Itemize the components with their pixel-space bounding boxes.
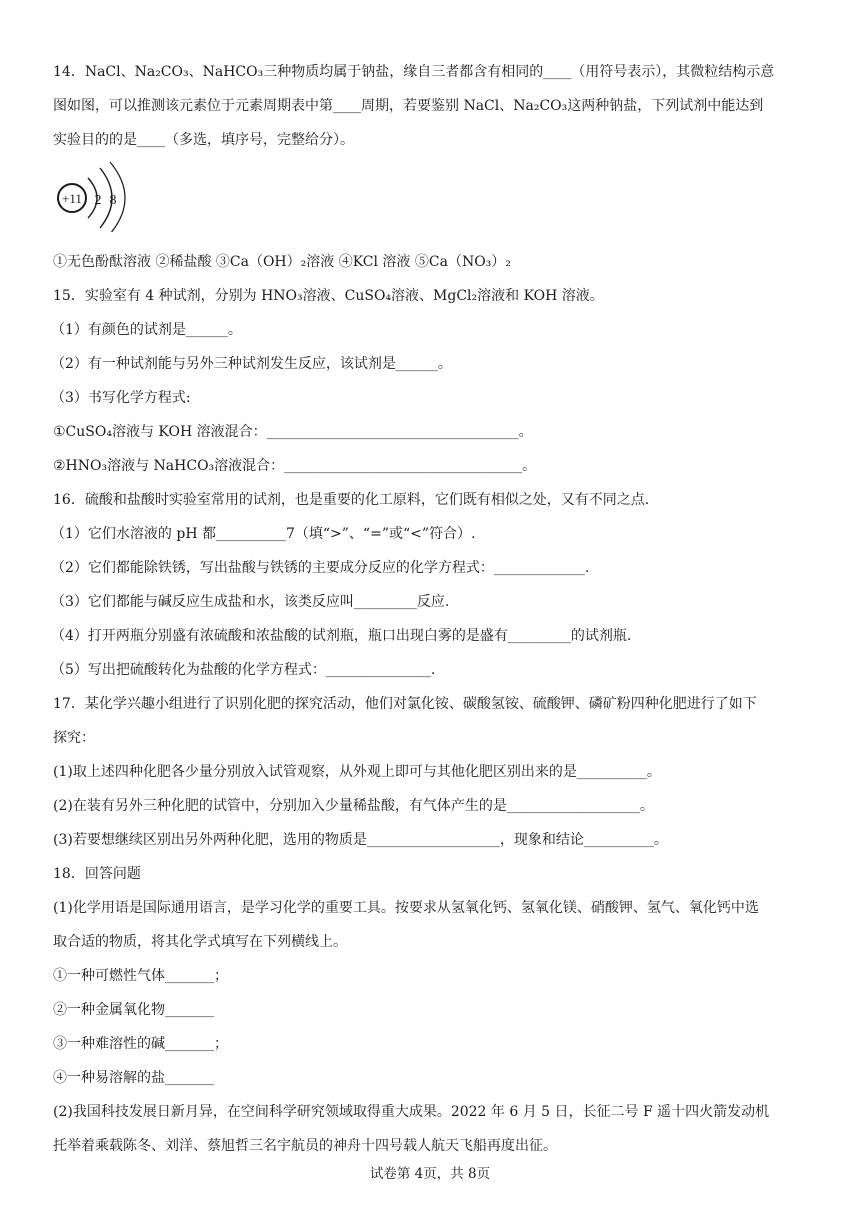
q18-part-2a: (2)我国科技发展日新月异，在空间科学研究领域取得重大成果。2022 年 6 月 5 日，长征二号 F 遥十四火箭发动机 (53, 1104, 770, 1120)
q16-part-1: （1）它们水溶液的 pH 都__________7（填“>”、“=”或“<”符合）. (51, 526, 476, 542)
q16-stem: 16．硫酸和盐酸时实验室常用的试剂，也是重要的化工原料，它们既有相似之处，又有不同之点. (53, 492, 650, 508)
q15-part-3a: ①CuSO₄溶液与 KOH 溶液混合：____________________________________。 (53, 424, 533, 440)
q18-part-1b: 取合适的物质，将其化学式填写在下列横线上。 (53, 934, 347, 950)
q18-part-2b: 托举着乘载陈冬、刘洋、蔡旭哲三名宇航员的神舟十四号载人航天飞船再度出征。 (53, 1138, 557, 1154)
q16-part-3: （3）它们都能与碱反应生成盐和水，该类反应叫_________反应. (51, 594, 450, 610)
q17-stem-1: 17．某化学兴趣小组进行了识别化肥的探究活动，他们对氯化铵、碳酸氢铵、硫酸钾、磷矿粉四种化肥进行了如下 (53, 696, 757, 712)
q17-part-3: (3)若要想继续区别出另外两种化肥，选用的物质是___________________，现象和结论__________。 (53, 832, 668, 848)
sodium-atom-structure-diagram (48, 160, 138, 232)
q17-part-1: (1)取上述四种化肥各少量分别放入试管观察，从外观上即可与其他化肥区别出来的是__________。 (53, 764, 661, 780)
q17-part-2: (2)在装有另外三种化肥的试管中，分别加入少量稀盐酸，有气体产生的是___________________。 (53, 798, 654, 814)
q16-part-2: （2）它们都能除铁锈，写出盐酸与铁锈的主要成分反应的化学方程式：_____________. (51, 560, 590, 576)
q18-part-1a: (1)化学用语是国际通用语言，是学习化学的重要工具。按要求从氢氧化钙、氢氧化镁、硝酸钾、氢气、氧化钙中选 (53, 900, 759, 916)
q16-part-5: （5）写出把硫酸转化为盐酸的化学方程式：_______________. (51, 662, 436, 678)
q14-line-3: 实验目的的是____（多选，填序号，完整给分）。 (53, 132, 354, 148)
q14-line-1: 14．NaCl、Na₂CO₃、NaHCO₃三种物质均属于钠盐，缘自三者都含有相同的____（用符号表示），其微粒结构示意 (53, 64, 775, 80)
q18-item-4: ④一种易溶解的盐_______ (53, 1070, 214, 1086)
q15-part-2: （2）有一种试剂能与另外三种试剂发生反应，该试剂是______。 (51, 356, 452, 372)
q14-line-2: 图如图，可以推测该元素位于元素周期表中第____周期，若要鉴别 NaCl、Na₂CO₃这两种钠盐，下列试剂中能达到 (53, 98, 764, 114)
q18-stem: 18．回答问题 (53, 866, 141, 882)
q18-item-3: ③一种难溶性的碱_______； (53, 1036, 228, 1052)
q18-item-2: ②一种金属氧化物_______ (53, 1002, 214, 1018)
q18-item-1: ①一种可燃性气体_______； (53, 968, 228, 984)
shell-2-electrons: 8 (109, 193, 117, 208)
q14-options: ①无色酚酞溶液 ②稀盐酸 ③Ca（OH）₂溶液 ④KCl 溶液 ⑤Ca（NO₃）₂ (53, 254, 511, 270)
q15-part-1: （1）有颜色的试剂是______。 (51, 322, 242, 338)
q15-part-3: （3）书写化学方程式: (51, 390, 191, 406)
q15-stem: 15．实验室有 4 种试剂，分别为 HNO₃溶液、CuSO₄溶液、MgCl₂溶液和 KOH 溶液。 (53, 288, 604, 304)
q15-part-3b: ②HNO₃溶液与 NaHCO₃溶液混合：__________________________________。 (53, 458, 537, 474)
shell-1-electrons: 2 (94, 193, 102, 208)
q16-part-4: （4）打开两瓶分别盛有浓硫酸和浓盐酸的试剂瓶，瓶口出现白雾的是盛有_________的试剂瓶. (51, 628, 632, 644)
page-footer: 试卷第 4页，共 8页 (369, 1166, 491, 1182)
q17-stem-2: 探究： (53, 730, 95, 746)
nucleus-charge: +11 (62, 191, 82, 206)
